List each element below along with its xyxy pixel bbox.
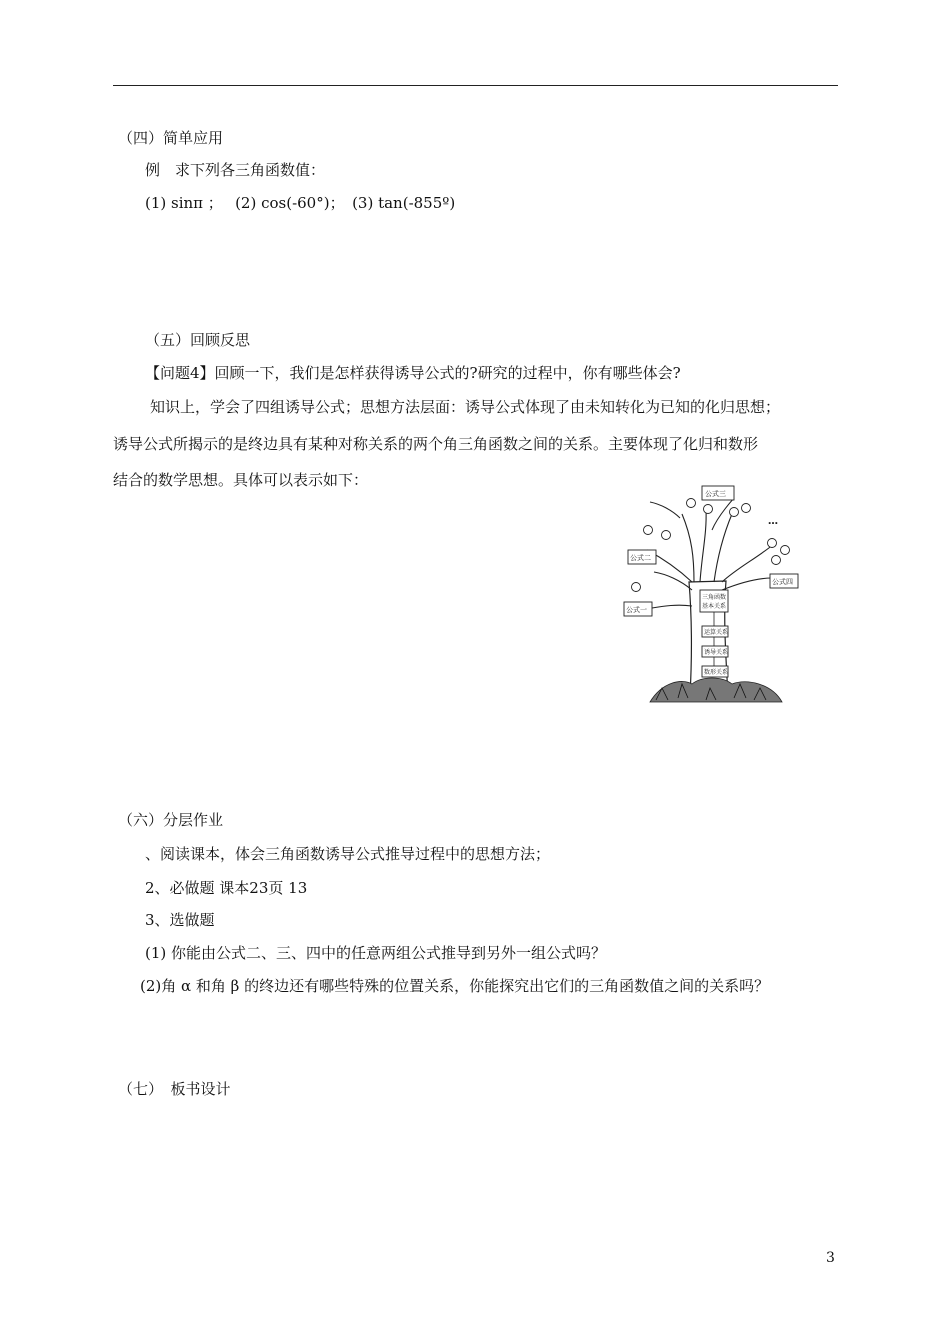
more-formulas-dots: … bbox=[768, 516, 778, 527]
header-rule bbox=[113, 85, 838, 86]
leaf-icon bbox=[742, 504, 751, 513]
leaf-icon bbox=[687, 499, 696, 508]
leaf-icon bbox=[704, 505, 713, 514]
reflection-line-1: 知识上，学会了四组诱导公式；思想方法层面：诱导公式体现了由未知转化为已知的化归思想； bbox=[150, 398, 781, 416]
knowledge-tree-diagram bbox=[622, 478, 818, 706]
homework-item-1: 、阅读课本，体会三角函数诱导公式推导过程中的思想方法； bbox=[145, 845, 551, 863]
trunk-box-1-line-1: 三角函数 bbox=[702, 594, 727, 601]
formula-4-label: 公式四 bbox=[772, 578, 793, 586]
trunk-box-1-line-2: 基本关系 bbox=[702, 603, 727, 610]
reflection-line-3: 结合的数学思想。具体可以表示如下： bbox=[113, 471, 369, 489]
trunk-box-3: 诱导关系 bbox=[704, 649, 729, 656]
formula-3-label: 公式三 bbox=[705, 490, 726, 498]
section-5-heading: （五）回顾反思 bbox=[145, 331, 251, 349]
example-intro: 例 求下列各三角函数值： bbox=[145, 161, 326, 179]
page-number: 3 bbox=[826, 1250, 835, 1266]
leaf-icon bbox=[632, 583, 641, 592]
leaf-icon bbox=[730, 508, 739, 517]
trunk-box-2: 运算关系 bbox=[704, 629, 729, 636]
leaf-icon bbox=[662, 531, 671, 540]
homework-item-3: 3、选做题 bbox=[145, 911, 215, 929]
example-items: (1) sinπ ； (2) cos(-60°)； (3) tan(-855º) bbox=[145, 194, 456, 212]
formula-1-label: 公式一 bbox=[626, 606, 647, 614]
formula-2-label: 公式二 bbox=[630, 554, 651, 562]
question-4: 【问题4】回顾一下，我们是怎样获得诱导公式的?研究的过程中，你有哪些体会? bbox=[145, 364, 681, 382]
leaf-icon bbox=[781, 546, 790, 555]
trunk-box-4: 数形关系 bbox=[704, 669, 729, 676]
leaf-icon bbox=[772, 556, 781, 565]
leaf-icon bbox=[768, 539, 777, 548]
optional-question-2: (2)角 α 和角 β 的终边还有哪些特殊的位置关系，你能探究出它们的三角函数值之间的关系吗？ bbox=[140, 977, 770, 995]
leaf-icon bbox=[644, 526, 653, 535]
section-4-heading: （四）简单应用 bbox=[118, 129, 224, 147]
homework-item-2: 2、必做题 课本23页 13 bbox=[145, 879, 308, 897]
section-6-heading: （六）分层作业 bbox=[118, 811, 224, 829]
optional-question-1: (1) 你能由公式二、三、四中的任意两组公式推导到另外一组公式吗？ bbox=[145, 944, 607, 962]
section-7-heading: （七） 板书设计 bbox=[118, 1080, 231, 1098]
reflection-line-2: 诱导公式所揭示的是终边具有某种对称关系的两个角三角函数之间的关系。主要体现了化归和数形 bbox=[113, 435, 759, 453]
